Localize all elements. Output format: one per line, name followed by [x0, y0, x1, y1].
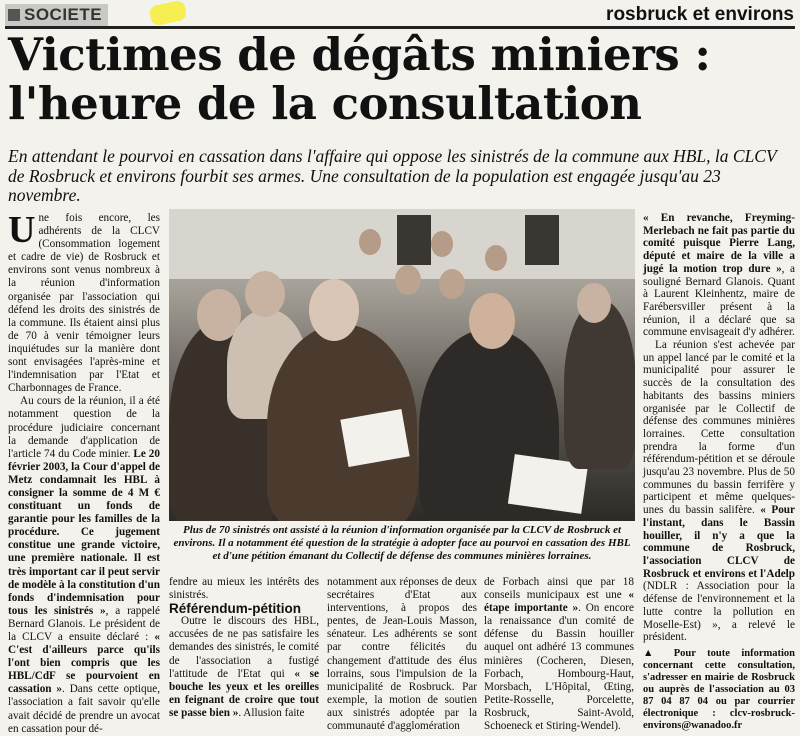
column-1 — [8, 209, 160, 736]
highlighter-mark — [148, 0, 187, 27]
col2-text-2c: . Allusion faite — [238, 706, 305, 719]
col2-paragraph-2 — [169, 615, 319, 720]
col1-text-2c: , a rappelé Bernard Glanois. Le président de la CLCV a ensuite déclaré : — [8, 604, 160, 643]
col4-quote: « étape importante » — [484, 589, 634, 615]
col5-text-2d: », a relevé le président. — [643, 618, 795, 644]
column-4 — [484, 576, 634, 733]
column-2 — [169, 576, 319, 720]
column-3 — [327, 576, 477, 733]
column-5 — [643, 212, 795, 732]
col1-text-1: ne fois encore, les adhérents de la CLCV (Consommation logement et cadre de vie) de Rosbruck et environs sont venus nombreux à la réunion d'information organisée par l'association qui défend les droits des sinistrés de la commune. Ils étaient ainsi plus de 70 à venir témoigner leurs inquiétudes sur la manière dont sont envisagées l'après-mine et l'indemnisation par l'Etat et Charbonnages de France. — [8, 212, 160, 395]
col5-paragraph-2 — [643, 339, 795, 644]
section-name: rosbruck et environs — [606, 4, 794, 25]
photo-caption: Plus de 70 sinistrés ont assisté à la réunion d'information organisée par la CLCV de Rosbruck et environs. Il a notamment été question de la stratégie à adopter face au pourvoi en cassation des HBL et d'une pétition émanant du Collectif de défense des communes minières lorraines. — [173, 524, 631, 562]
col5-quote-2: « Pour l'instant, dans le Bassin houiller, il n'y a que la commune de Rosbruck, l'association CLCV de Rosbruck et environs et l'Adelp — [643, 504, 795, 580]
square-bullet-icon — [8, 9, 20, 21]
col2-text-2a: Outre le discours des HBL, accusées de ne pas satisfaire les demandes des sinistrés, le comité de l'association a fustigé l'attitude de l'Etat qui — [169, 615, 319, 680]
col1-text-2e: . Dans cette optique, l'association a fait savoir qu'elle avait décidé de prendre un avocat en cassation pour dé- — [8, 683, 160, 735]
drop-cap: U — [8, 209, 36, 251]
info-box: ▲ Pour toute information concernant cette consultation, s'adresser en mairie de Rosbruck ou auprès de l'association au 03 87 04 87 04 ou par courrier électronique : clcv-rosbruck-environs@wanadoo.fr — [643, 647, 795, 731]
col1-text-2a: Au cours de la réunion, il a été notamment question de la procédure judiciaire concernant la demande d'application de l'article 74 du Code minier. — [8, 395, 160, 460]
col2-paragraph-1: fendre au mieux les intérêts des sinistrés. — [169, 576, 319, 602]
col5-quote-1: « En revanche, Freyming-Merlebach ne fait pas partie du comité puisque Pierre Lang, député et maire de la ville a jugé la motion trop dure » — [643, 212, 795, 275]
col3-paragraph-1: notamment aux réponses de deux secrétaires d'Etat aux interventions, à propos des pentes, de Jean-Louis Masson, sénateur. Les adhérents se sont par contre félicités du changement d'attitude des élus lorrains, sous l'impulsion de la municipalité de Rosbruck. Par exemple, la motion de soutien aux sinistrés adoptée par la communauté d'agglomération — [327, 576, 477, 733]
col5-text-2: La réunion s'est achevée par un appel lancé par le comité et la municipalité pour assurer le succès de la consultation des habitants des bassins miniers organisée par le Collectif de défense des communes minières lorraines. Cette consultation prendra la forme d'un référendum-pétition et se déroule jusqu'au 23 novembre. Plus de 50 communes du bassin ferrifère y participent et même quelques-unes du bassin salifère. — [643, 339, 795, 517]
rubric-label — [5, 4, 108, 26]
col1-quote-2: « C'est d'ailleurs parce qu'ils l'ont bien compris que les HBL/CdF se pourvoient en cassation » — [8, 631, 160, 696]
col5-text-2c: (NDLR : Association pour la défense de l'environnement et la lutte contre la pollution en Moselle-Est) — [643, 580, 795, 631]
lead-paragraph: En attendant le pourvoi en cassation dans l'affaire qui oppose les sinistrés de la commune aux HBL, la CLCV de Rosbruck et environs fourbit ses armes. Une consultation de la population est engagée jusqu'au 23 novembre. — [8, 146, 777, 205]
col1-quote-1: Le 20 février 2003, la Cour d'appel de Metz condamnait les HBL à consigner la somme de 4 M € constituant un fonds de garantie pour les familles de la procédure. Ce jugement constitue une grande victoire, une première nationale. Il est très important car il peut servir de modèle à la constitution d'un fonds d'indemnisation pour tous les sinistrés » — [8, 447, 160, 617]
rubric-text: SOCIETE — [24, 5, 103, 24]
col1-paragraph-2 — [8, 395, 160, 735]
col4-text-1a: de Forbach ainsi que par 18 conseils municipaux est une — [484, 576, 634, 602]
col2-quote: « se bouche les yeux et les oreilles en feignant de croire que tout se passe bien » — [169, 667, 320, 719]
headline: Victimes de dégâts miniers : l'heure de la consultation — [8, 28, 711, 130]
col1-paragraph-1 — [8, 209, 160, 395]
col4-text-1c: . On encore la renaissance d'un comité de défense du Bassin houiller auquel ont adhéré 13 communes minières (Cocheren, Diesen, Forbach, Hombourg-Haut, Morsbach, L'Hôpital, Œting, Petite-Rosselle, Porcelette, Rosbruck, Saint-Avold, Schoeneck et Stiring-Wendel). — [484, 602, 634, 733]
subheading: Référendum-pétition — [169, 601, 302, 617]
col4-paragraph-1 — [484, 576, 634, 733]
meeting-photo — [169, 209, 635, 521]
col5-text-1b: , a souligné Bernard Glanois. Quant à Laurent Kleinhentz, maire de Farébersviller présent à la réunion, il a déclaré que sa commune envisageait d'y adhérer. — [643, 262, 795, 339]
col5-paragraph-1 — [643, 212, 795, 339]
